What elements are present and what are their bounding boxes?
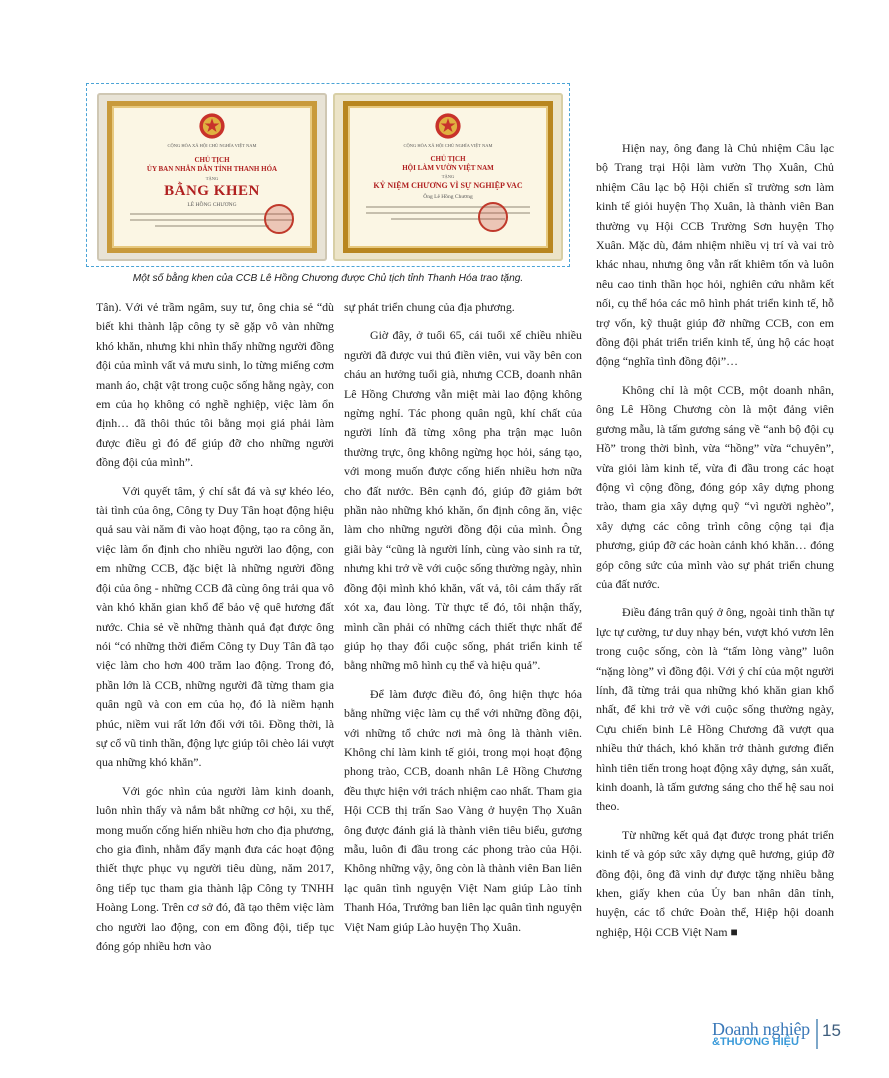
certificate-recipient: LÊ HỒNG CHƯƠNG bbox=[187, 202, 237, 208]
article-column-3 bbox=[596, 139, 834, 951]
photo-caption: Một số bằng khen của CCB Lê Hồng Chương được Chủ tịch tỉnh Thanh Hóa trao tặng. bbox=[132, 273, 524, 284]
magazine-logo bbox=[712, 1019, 812, 1053]
certificate-title: KỶ NIỆM CHƯƠNG VÌ SỰ NGHIỆP VAC bbox=[373, 181, 523, 190]
certificate-verb: TẶNG bbox=[441, 174, 455, 179]
certificate-border bbox=[343, 101, 553, 253]
national-emblem-icon bbox=[198, 112, 226, 140]
article-column-1 bbox=[96, 298, 334, 965]
article-paragraph: sự phát triển chung của địa phương. bbox=[344, 300, 515, 314]
article-paragraph: Không chỉ là một CCB, một doanh nhân, ông Lê Hồng Chương còn là một đảng viên gương mẫu, là tấm gương sáng về “anh bộ đội cụ Hồ” trong thời bình, vừa “hồng” vừa “chuyên”, vừa giỏi làm kinh tế, vừa đi đầu trong các hoạt động vì cộng đồng, đóng góp xây dựng phong trào, tham gia xây dựng quỹ “vì người nghèo”, xây dựng các công trình công cộng tại địa phương, giúp đỡ các hoàn cảnh khó khăn… đóng góp công sức của mình vào sự phát triển chung của đất nước. bbox=[596, 382, 834, 591]
certificate-right-photo bbox=[333, 93, 563, 261]
certificate-left-photo bbox=[97, 93, 327, 261]
article-paragraph: Với quyết tâm, ý chí sắt đá và sự khéo léo, tài tình của ông, Công ty Duy Tân hoạt động hiệu quả sau vài năm đi vào hoạt động, tạo ra công ăn, việc làm ổn định cho nhiều người lao động, con em những CCB, đặc biệt là những người đồng đội của ông - những CCB đã cùng ông trải qua vô vàn khó khăn gian khổ để bảo vệ quê hương đất nước. Chia sẻ về những thành quả đạt được ông nói “có những thời điểm Công ty Duy Tân đã tạo việc làm cho hơn 400 trăm lao động. Trong đó, phần lớn là CCB, những người đã từng tham gia quân ngũ và con em của họ, đó là niềm hạnh phúc, niềm vui rất lớn đối với tôi. Đồng thời, là sự cổ vũ tinh thần, động lực giúp tôi chèo lái vượt qua những khó khăn”. bbox=[96, 483, 334, 770]
logo-line-1: Doanh nghiệp bbox=[712, 1019, 810, 1039]
certificate-title: BẰNG KHEN bbox=[164, 183, 260, 199]
certificate-recipient: Ông Lê Hồng Chương bbox=[423, 194, 473, 200]
certificate-org: HỘI LÀM VƯỜN VIỆT NAM bbox=[402, 164, 494, 172]
article-paragraph: Với góc nhìn của người làm kinh doanh, luôn nhìn thấy và nắm bắt những cơ hội, xu thế, mong muốn cống hiến nhiều hơn cho địa phương, cho gia đình, nhằm đẩy mạnh đưa các hoạt động thiết thực phục vụ người tiêu dùng, năm 2017, ông tiếp tục tham gia thành lập Công ty TNHH Hoàng Long. Trên cơ sở đó, đã tạo thêm việc làm cho người lao động, con em đồng đội, tiếp tục đóng góp nhiều hơn vào bbox=[96, 783, 334, 953]
certificate-header: CỘNG HÒA XÃ HỘI CHỦ NGHĨA VIỆT NAM bbox=[167, 143, 257, 148]
certificate-role: CHỦ TỊCH bbox=[194, 156, 230, 164]
article-paragraph: Giờ đây, ở tuổi 65, cái tuổi xế chiều nhiều người đã được vui thú điền viên, vui vầy bên con cháu an hưởng tuổi già, nhưng CCB, doanh nhân Lê Hồng Chương vẫn miệt mài lao động không ngừng nghỉ. Tác phong quân ngũ, khí chất của người lính đã từng xông pha trận mạc luôn thường trực, ông không ngừng học hỏi, sáng tạo, với mong muốn được cống hiến nhiều hơn nữa cho đất nước. Bên cạnh đó, giúp đỡ giảm bớt phần nào những khó khăn, ổn định công ăn, việc làm cho những người đồng đội của mình. Ông giãi bày “cũng là người lính, cùng vào sinh ra tử, nhưng khi trở về với cuộc sống thường ngày, nhìn đồng đội mình khó khăn, vất vả, tôi cảm thấy rất xót xa, đau lòng. Từ thực tế đó, tôi nhận thấy, mình cần phải có những cách thiết thực nhất để giúp họ thay đổi cuộc sống, phát triển kinh tế bằng những mô hình cụ thể và hiệu quả”. bbox=[344, 328, 582, 673]
article-paragraph: Điều đáng trân quý ở ông, ngoài tinh thần tự lực tự cường, tư duy nhạy bén, vượt khó vươn lên trong cuộc sống, còn là “tấm lòng vàng” luôn “nặng lòng” vì đồng đội. Với ý chí của một người lính, đã từng trải qua những khó khăn gian khổ nhất, để khi trở về với cuộc sống thường ngày, Cựu chiến binh Lê Hồng Chương đã vượt qua nhiều thử thách, khó khăn trở thành gương điển hình tiên tiến trong hoạt động xây dựng, sản xuất, kinh doanh, là tấm gương sáng cho thế hệ sau noi theo. bbox=[596, 605, 834, 814]
national-emblem-icon bbox=[434, 112, 462, 140]
footer-divider bbox=[816, 1019, 818, 1049]
article-paragraph: Từ những kết quả đạt được trong phát triển kinh tế và góp sức xây dựng quê hương, giúp đỡ đồng đội, ông đã vinh dự được tặng nhiều bằng khen, giấy khen của Ủy ban nhân dân tỉnh, huyện, các tổ chức Đoàn thể, Hiệp hội doanh nghiệp, Hội CCB Việt Nam ■ bbox=[596, 827, 834, 939]
certificate-role: CHỦ TỊCH bbox=[430, 155, 466, 163]
article-paragraph: Hiện nay, ông đang là Chủ nhiệm Câu lạc bộ Trang trại Hội làm vườn Thọ Xuân, Chủ nhiệm Câu lạc bộ Hội chiến sĩ trường sơn làm kinh tế giỏi huyện Thọ Xuân, là thành viên Ban thường vụ Hội CCB Trường Sơn huyện Thọ Xuân. Mặc dù, đảm nhiệm nhiều vị trí và vai trò khác nhau, nhưng ông vẫn rất khiêm tốn và luôn nêu cao tinh thần học hỏi, nghiên cứu nhằm kết nối, cụ thể hóa các mô hình phát triển kinh tế, hỗ trợ vốn, kỹ thuật giúp đỡ những CCB, con em đồng đội phát triển triển kinh tế, ủng hộ các hoạt động “nghĩa tình đồng đội”… bbox=[596, 141, 834, 369]
red-seal-stamp bbox=[478, 202, 508, 232]
article-paragraph: Để làm được điều đó, ông hiện thực hóa bằng những việc làm cụ thể với những đồng đội, với những tổ chức nơi mà ông là thành viên. Không chỉ làm kinh tế giỏi, trong mọi hoạt động phong trào, CCB, doanh nhân Lê Hồng Chương đều thực hiện với trách nhiệm cao nhất. Tham gia Hội CCB thị trấn Sao Vàng ở huyện Thọ Xuân ông được đánh giá là thành viên tiêu biểu, gương mẫu, luôn đi đầu trong các phong trào của Hội. Không những vậy, ông còn là thành viên Ban liên lạc quân tình nguyện Việt Nam giúp Lào tỉnh Thanh Hóa, Trưởng ban liên lạc quân tình nguyện Việt Nam giúp Lào huyện Thọ Xuân. bbox=[344, 686, 582, 934]
certificate-verb: TẶNG bbox=[205, 176, 219, 181]
article-paragraph: Tân). Với vẻ trầm ngâm, suy tư, ông chia sẻ “dù biết khi thành lập công ty sẽ gặp vô vàn những khó khăn, nhưng khi nhìn thấy những người đồng đội của mình vất vả mưu sinh, lo từng miếng cơm manh áo, chật vật trong cuộc sống hằng ngày, con em của họ không có nghề nghiệp, việc làm ổn định… đã thôi thúc tôi bằng mọi giá phải làm được điều gì đó để giúp đỡ cho những người đồng đội của mình”. bbox=[96, 300, 334, 470]
article-column-2 bbox=[344, 298, 582, 946]
certificate-org: ỦY BAN NHÂN DÂN TỈNH THANH HÓA bbox=[146, 165, 278, 173]
logo-line-2: &THƯƠNG HIỆU bbox=[712, 1036, 799, 1048]
certificate-header: CỘNG HÒA XÃ HỘI CHỦ NGHĨA VIỆT NAM bbox=[403, 143, 493, 148]
certificate-border bbox=[107, 101, 317, 253]
page-number: 15 bbox=[822, 1021, 841, 1040]
red-seal-stamp bbox=[264, 204, 294, 234]
photo-frame bbox=[86, 83, 570, 267]
